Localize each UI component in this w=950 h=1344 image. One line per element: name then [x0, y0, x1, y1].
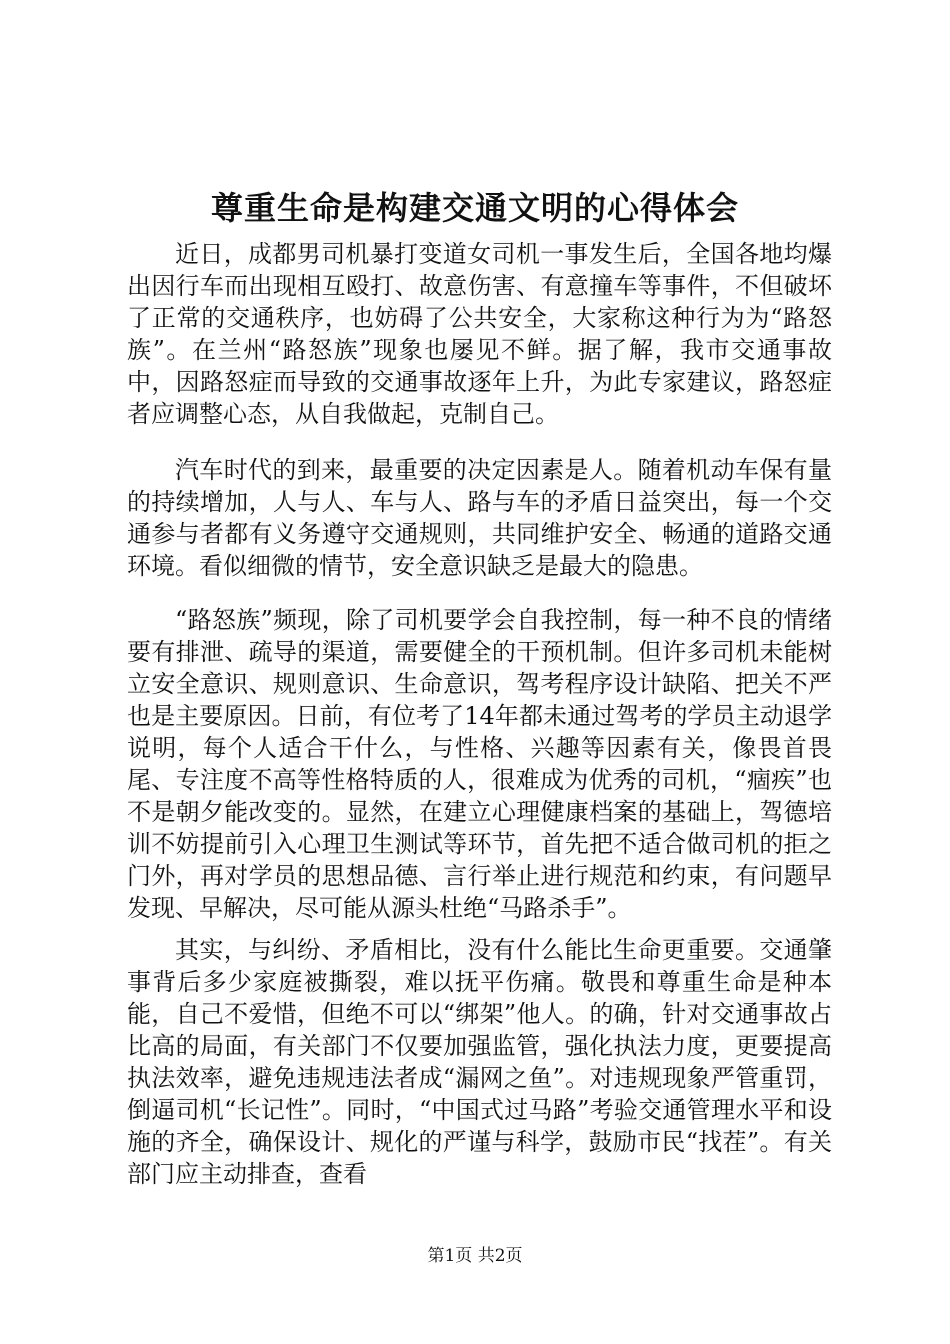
- document-title: 尊重生命是构建交通文明的心得体会: [210, 189, 739, 227]
- page-footer: 第1页 共2页: [427, 1246, 523, 1266]
- paragraph-2: 汽车时代的到来，最重要的决定因素是人。随着机动车保有量的持续增加，人与人、车与人、路与车的矛盾日益突出，每一个交通参与者都有义务遵守交通规则，共同维护安全、畅通的道路交通环境。看似细微的情节，安全意识缺乏是最大的隐患。: [127, 456, 832, 580]
- paragraph-4: 其实，与纠纷、矛盾相比，没有什么能比生命更重要。交通肇事背后多少家庭被撕裂，难以抚平伤痛。敬畏和尊重生命是种本能，自己不爱惜，但绝不可以“绑架”他人。的确，针对交通事故占比高的局面，有关部门不仅要加强监管，强化执法力度，更要提高执法效率，避免违规违法者成“漏网之鱼”。对违规现象严管重罚，倒逼司机“长记性”。同时，“中国式过马路”考验交通管理水平和设施的齐全，确保设计、规化的严谨与科学，鼓励市民“找茬”。有关部门应主动排查，查看: [127, 936, 832, 1188]
- paragraph-1: 近日，成都男司机暴打变道女司机一事发生后，全国各地均爆出因行车而出现相互殴打、故意伤害、有意撞车等事件，不但破坏了正常的交通秩序，也妨碍了公共安全，大家称这种行为为“路怒族”。在兰州“路怒族”现象也屡见不鲜。据了解，我市交通事故中，因路怒症而导致的交通事故逐年上升，为此专家建议，路怒症者应调整心态，从自我做起，克制自己。: [127, 240, 832, 428]
- paragraph-3: “路怒族”频现，除了司机要学会自我控制，每一种不良的情绪要有排泄、疏导的渠道，需要健全的干预机制。但许多司机未能树立安全意识、规则意识、生命意识，驾考程序设计缺陷、把关不严也是主要原因。日前，有位考了14年都未通过驾考的学员主动退学说明，每个人适合干什么，与性格、兴趣等因素有关，像畏首畏尾、专注度不高等性格特质的人，很难成为优秀的司机，“痼疾”也不是朝夕能改变的。显然，在建立心理健康档案的基础上，驾德培训不妨提前引入心理卫生测试等环节，首先把不适合做司机的拒之门外，再对学员的思想品德、言行举止进行规范和约束，有问题早发现、早解决，尽可能从源头杜绝“马路杀手”。: [127, 606, 832, 922]
